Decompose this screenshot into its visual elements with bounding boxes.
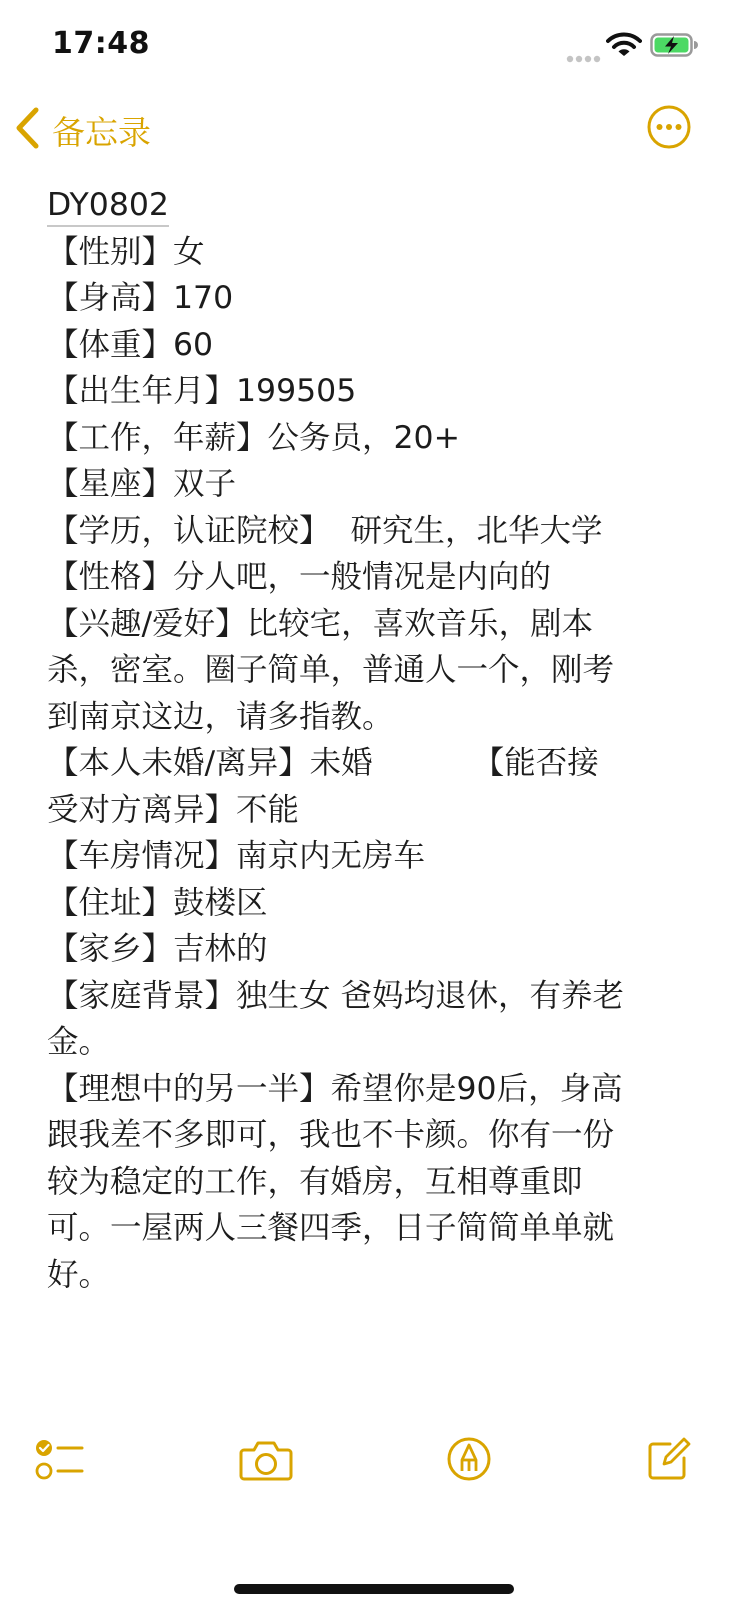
note-line: 【性别】女 bbox=[47, 233, 205, 270]
camera-button[interactable] bbox=[238, 1438, 294, 1486]
note-line: 【住址】鼓楼区 bbox=[47, 884, 268, 921]
more-options-button[interactable] bbox=[646, 104, 692, 154]
wifi-icon bbox=[606, 32, 642, 62]
note-line: 【学历，认证院校】 研究生，北华大学 bbox=[47, 512, 603, 549]
note-line: 【体重】60 bbox=[47, 326, 214, 363]
note-line: 【理想中的另一半】希望你是90后，身高 bbox=[47, 1070, 623, 1107]
note-line: 杀，密室。圈子简单，普通人一个，刚考 bbox=[47, 652, 615, 688]
ellipsis-circle-icon bbox=[646, 104, 692, 150]
note-line: 较为稳定的工作，有婚房，互相尊重即 bbox=[47, 1163, 583, 1200]
chevron-left-icon bbox=[14, 107, 40, 153]
note-title-line bbox=[47, 182, 707, 229]
note-line: 【兴趣/爱好】比较宅，喜欢音乐，剧本 bbox=[47, 605, 594, 642]
checklist-button[interactable] bbox=[34, 1438, 86, 1486]
compose-icon bbox=[646, 1436, 692, 1482]
home-indicator bbox=[234, 1584, 514, 1594]
note-line: 跟我差不多即可，我也不卡颜。你有一份 bbox=[47, 1117, 615, 1153]
note-line: 金。 bbox=[47, 1024, 111, 1060]
note-line: 【身高】170 bbox=[47, 280, 234, 316]
note-line: 【本人未婚/离异】未婚 【能否接 bbox=[47, 745, 599, 781]
back-button[interactable] bbox=[14, 106, 151, 154]
note-line: 【出生年月】199505 bbox=[47, 373, 357, 409]
note-line: 可。一屋两人三餐四季，日子简简单单就 bbox=[47, 1210, 615, 1246]
note-body[interactable] bbox=[47, 182, 707, 1298]
note-line: 【家庭背景】独生女 爸妈均退休，有养老 bbox=[47, 977, 625, 1014]
note-line: 【性格】分人吧，一般情况是内向的 bbox=[47, 559, 552, 595]
note-line: 【车房情况】南京内无房车 bbox=[47, 838, 426, 874]
markup-pen-icon bbox=[446, 1436, 492, 1482]
status-time: 17:48 bbox=[52, 26, 150, 61]
status-bar bbox=[0, 0, 750, 88]
bottom-toolbar bbox=[0, 1430, 750, 1502]
cellular-signal-icon bbox=[566, 48, 602, 67]
note-line: 【家乡】吉林的 bbox=[47, 931, 268, 967]
compose-button[interactable] bbox=[646, 1436, 692, 1486]
note-line: 受对方离异】不能 bbox=[47, 791, 300, 828]
navigation-bar bbox=[0, 96, 750, 168]
note-title: DY0802 bbox=[47, 183, 169, 227]
note-line: 【星座】双子 bbox=[47, 466, 237, 502]
camera-icon bbox=[238, 1438, 294, 1482]
note-line: 好。 bbox=[47, 1256, 111, 1293]
battery-charging-icon bbox=[650, 33, 698, 61]
note-line: 到南京这边，请多指教。 bbox=[47, 698, 394, 735]
back-button-label: 备忘录 bbox=[52, 112, 151, 152]
markup-button[interactable] bbox=[446, 1436, 492, 1486]
note-line: 【工作，年薪】公务员，20+ bbox=[47, 419, 460, 456]
checklist-icon bbox=[34, 1438, 86, 1482]
